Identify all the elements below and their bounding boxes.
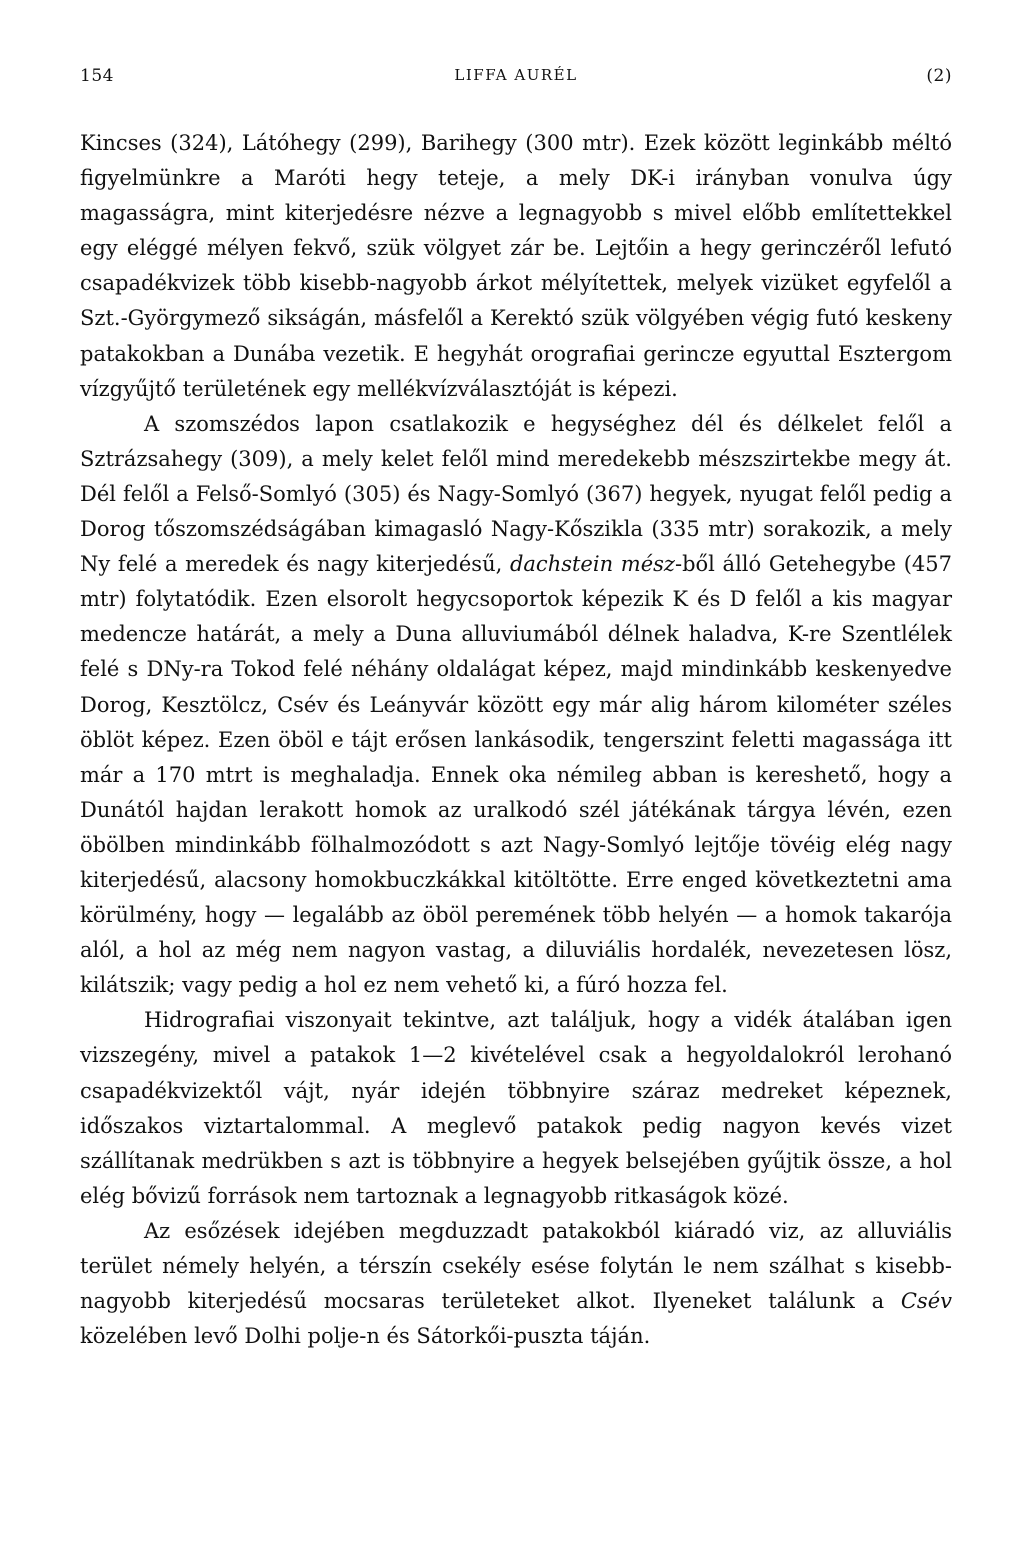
section-number: (2): [926, 66, 952, 86]
italic-text: dachstein mész: [509, 552, 675, 577]
running-title: LIFFA AURÉL: [454, 66, 578, 84]
text-run: közelében levő Dolhi polje-n és Sátorkői-puszta táján.: [80, 1324, 651, 1349]
body-text: [80, 126, 952, 1354]
running-header: [80, 66, 952, 106]
text-run: Kincses (324), Látóhegy (299), Barihegy (300 mtr). Ezek között leginkább méltó figyelmünkre a Maróti hegy teteje, a mely DK-i irányban vonulva úgy magasságra, mint kiterjedésre nézve a legnagyobb s mivel előbb említettekkel egy eléggé mélyen fekvő, szük völgyet zár be. Lejtőin a hegy gerinczéről lefutó csapadékvizek több kisebb-nagyobb árkot mélyítettek, melyek vizüket egyfelől a Szt.-Györgymező sikságán, másfelől a Kerektó szük völgyében végig futó keskeny patakokban a Dunába vezetik. E hegyhát orografiai gerincze egyuttal Esztergom vízgyűjtő területének egy mellékvízválasztóját is képezi.: [80, 131, 952, 401]
page-number: 154: [80, 66, 114, 86]
text-run: Hidrografiai viszonyait tekintve, azt találjuk, hogy a vidék átalában igen vizszegény, mivel a patakok 1—2 kivételével csak a hegyoldalokról lerohanó csapadékvizektől vájt, nyár idején többnyire száraz medreket képeznek, időszakos viztartalommal. A meglevő patakok pedig nagyon kevés vizet szállítanak medrükben s azt is többnyire a hegyek belsejében gyűjtik össze, a hol elég bővizű források nem tartoznak a legnagyobb ritkaságok közé.: [80, 1008, 952, 1208]
paragraph: [80, 1214, 952, 1354]
text-run: -ből álló Getehegybe (457 mtr) folytatódik. Ezen elsorolt hegycsoportok képezik K és D felől a kis magyar medencze határát, a mely a Duna alluviumából délnek haladva, K-re Szentlélek felé s DNy-ra Tokod felé néhány oldalágat képez, majd mindinkább keskenyedve Dorog, Kesztölcz, Csév és Leányvár között egy már alig három kilométer széles öblöt képez. Ezen öböl e tájt erősen lankásodik, tengerszint feletti magassága itt már a 170 mtrt is meghaladja. Ennek oka némileg abban is kereshető, hogy a Dunától hajdan lerakott homok az uralkodó szél játékának tárgya lévén, ezen öbölben mindinkább fölhalmozódott s azt Nagy-Somlyó lejtője tövéig elég nagy kiterjedésű, alacsony homokbuczkákkal kitöltötte. Erre enged következtetni ama körülmény, hogy — legalább az öböl peremének több helyén — a homok takarója alól, a hol az még nem nagyon vastag, a diluviális hordalék, nevezetesen lösz, kilátszik; vagy pedig a hol ez nem vehető ki, a fúró hozza fel.: [80, 552, 952, 998]
text-run: A szomszédos lapon csatlakozik e hegységhez dél és délkelet felől a Sztrázsahegy (309), a mely kelet felől mind meredekebb mészszirtekbe megy át. Dél felől a Felső-Somlyó (305) és Nagy-Somlyó (367) hegyek, nyugat felől pedig a Dorog tőszomszédságában kimagasló Nagy-Kőszikla (335 mtr) sorakozik, a mely Ny felé a meredek és nagy kiterjedésű,: [80, 411, 952, 577]
paragraph: [80, 1003, 952, 1214]
document-page: [80, 66, 952, 1354]
italic-text: Csév: [900, 1289, 952, 1314]
paragraph: [80, 407, 952, 1004]
text-run: Az esőzések idejében megduzzadt patakokból kiáradó viz, az alluviális terület némely helyén, a térszín csekély esése folytán le nem szálhat s kisebb-nagyobb kiterjedésű mocsaras területeket alkot. Ilyeneket találunk a: [80, 1218, 952, 1314]
paragraph: [80, 126, 952, 407]
